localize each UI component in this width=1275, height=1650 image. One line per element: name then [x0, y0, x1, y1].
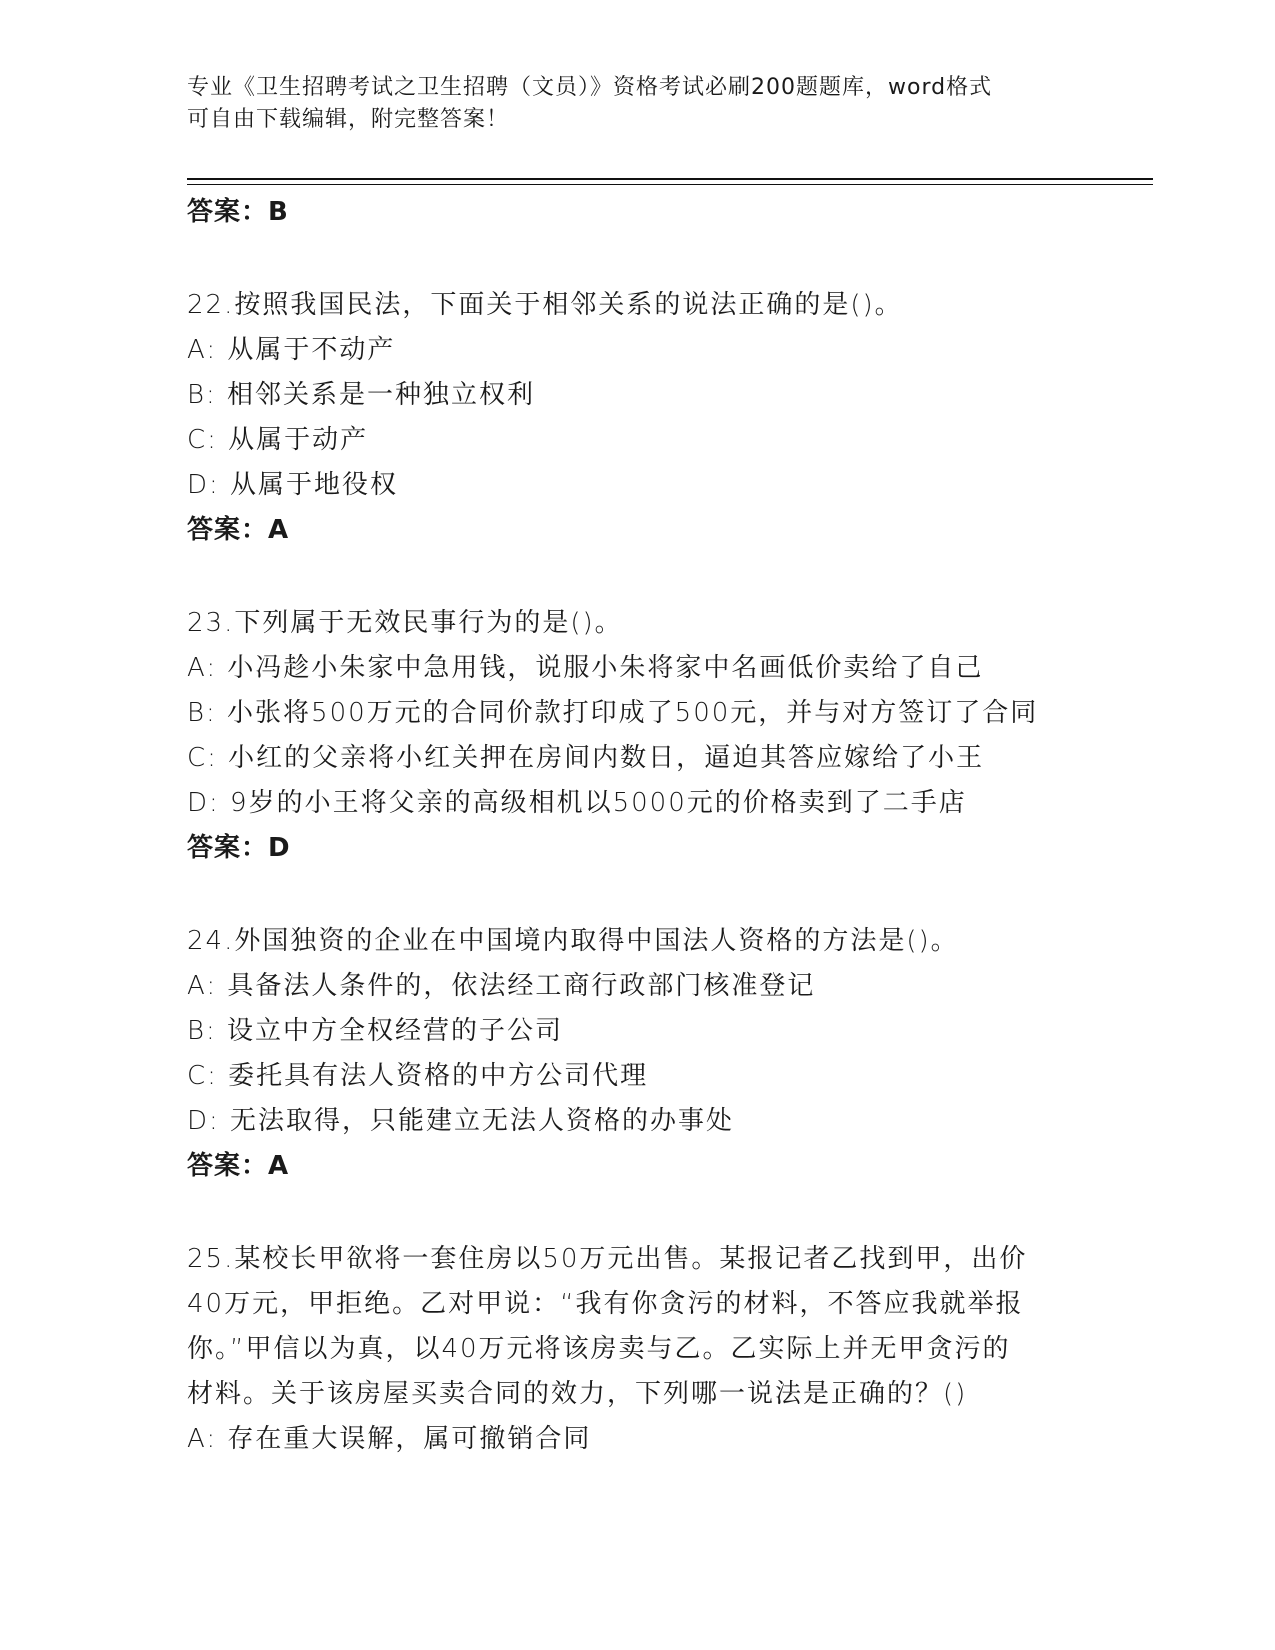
option-a: A: 小冯趁小朱家中急用钱，说服小朱将家中名画低价卖给了自己: [187, 653, 984, 683]
question-23: [187, 601, 1087, 871]
option-d: D: 9岁的小王将父亲的高级相机以5000元的价格卖到了二手店: [187, 788, 967, 818]
option-b: B: 相邻关系是一种独立权利: [187, 380, 536, 410]
option-b: B: 设立中方全权经营的子公司: [187, 1016, 564, 1046]
question-stem-line-2: 40万元，甲拒绝。乙对甲说：“我有你贪污的材料，不答应我就举报: [187, 1289, 1024, 1319]
spacer: [187, 1189, 1087, 1237]
option-c: C: 小红的父亲将小红关押在房间内数日，逼迫其答应嫁给了小王: [187, 743, 985, 773]
spacer: [187, 235, 1087, 283]
header-line-2: 可自由下载编辑，附完整答案！: [187, 107, 510, 132]
option-a: A: 存在重大误解，属可撤销合同: [187, 1424, 592, 1454]
header-line-1: 专业《卫生招聘考试之卫生招聘（文员）》资格考试必刷200题题库，word格式: [187, 75, 993, 100]
spacer: [187, 871, 1087, 919]
question-stem: 23.下列属于无效民事行为的是()。: [187, 608, 623, 638]
question-stem: 22.按照我国民法，下面关于相邻关系的说法正确的是()。: [187, 290, 903, 320]
option-a: A: 从属于不动产: [187, 335, 396, 365]
question-24: [187, 919, 1087, 1189]
document-header: [187, 72, 1067, 136]
question-stem-line-3: 你。”甲信以为真，以40万元将该房卖与乙。乙实际上并无甲贪污的: [187, 1334, 1011, 1364]
question-list: [187, 190, 1087, 1462]
question-stem: 24.外国独资的企业在中国境内取得中国法人资格的方法是()。: [187, 926, 959, 956]
header-rule-thin: [187, 184, 1153, 185]
answer: 答案：A: [187, 1151, 290, 1181]
option-d: D: 从属于地役权: [187, 470, 399, 500]
option-c: C: 委托具有法人资格的中方公司代理: [187, 1061, 649, 1091]
question-stem-line-1: 25.某校长甲欲将一套住房以50万元出售。某报记者乙找到甲，出价: [187, 1244, 1028, 1274]
option-b: B: 小张将500万元的合同价款打印成了500元，并与对方签订了合同: [187, 698, 1039, 728]
spacer: [187, 553, 1087, 601]
previous-answer: 答案：B: [187, 197, 289, 227]
option-a: A: 具备法人条件的，依法经工商行政部门核准登记: [187, 971, 816, 1001]
option-d: D: 无法取得，只能建立无法人资格的办事处: [187, 1106, 735, 1136]
option-c: C: 从属于动产: [187, 425, 369, 455]
header-rule-thick: [187, 178, 1153, 180]
question-25: [187, 1237, 1087, 1462]
answer: 答案：D: [187, 833, 291, 863]
question-stem-line-4: 材料。关于该房屋买卖合同的效力，下列哪一说法是正确的？(): [187, 1379, 968, 1409]
answer: 答案：A: [187, 515, 290, 545]
question-22: [187, 283, 1087, 553]
